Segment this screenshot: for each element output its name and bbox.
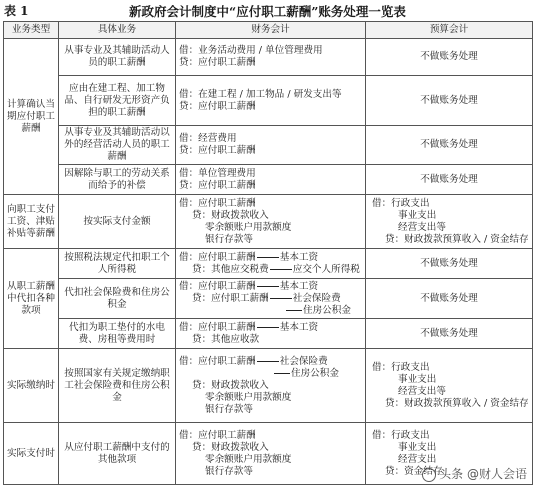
entry-line: 借：经营费用	[179, 133, 237, 144]
entry-line: 事业支出	[398, 209, 437, 221]
sub-account-connector	[286, 310, 302, 311]
table-row	[4, 319, 533, 349]
budget-entry	[366, 195, 533, 249]
sub-account-connector	[257, 286, 279, 287]
finance-entry	[176, 76, 366, 126]
entry-line: 贷：其他应收款	[192, 333, 260, 345]
entry-line: 贷：应付职工薪酬	[179, 179, 256, 191]
column-header-budget: 预算会计	[366, 22, 533, 39]
entry-line: 贷：其他应交税费 应交个人所得税	[192, 263, 360, 275]
finance-entry	[176, 249, 366, 279]
entry-line: 经营支出等	[398, 385, 446, 397]
category-cell: 从职工薪酬中代扣各种款项	[4, 249, 59, 349]
entry-line: 借：应付职工薪酬 基本工资	[179, 280, 319, 292]
column-header-business: 具体业务	[59, 22, 176, 39]
entry-line: 银行存款等	[205, 403, 253, 415]
business-cell: 代扣为职工垫付的水电费、房租等费用时	[59, 319, 176, 349]
entry-line: 住房公积金	[179, 368, 362, 380]
entry-line: 借：单位管理费用	[179, 167, 256, 179]
entry-line: 事业支出	[398, 373, 437, 385]
entry-line: 借：应付职工薪酬 基本工资	[179, 251, 319, 263]
table-row	[4, 349, 533, 423]
column-header-finance: 财务会计	[176, 22, 366, 39]
table-row	[4, 249, 533, 279]
table-row	[4, 195, 533, 249]
entry-line: 借：在建工程 / 加工物品 / 研发支出等	[179, 88, 342, 100]
table-caption	[0, 0, 535, 20]
entry-line: 借：应付职工薪酬 基本工资	[179, 321, 319, 333]
entry-line: 贷：应付职工薪酬 社会保险费	[192, 292, 341, 304]
business-cell: 从应付职工薪酬中支付的其他款项	[59, 423, 176, 485]
entry-line: 零余额账户用款额度	[205, 453, 292, 465]
finance-entry	[176, 165, 366, 195]
category-cell: 向职工支付工资、津贴补贴等薪酬	[4, 195, 59, 249]
business-cell: 从事专业及其辅助活动人员的职工薪酬	[59, 39, 176, 76]
sub-account-connector	[257, 327, 279, 328]
finance-entry	[176, 423, 366, 485]
entry-line: 贷：应付职工薪酬	[179, 57, 256, 68]
table-number: 表 1	[4, 4, 29, 18]
business-cell: 按照税法规定代扣职工个人所得税	[59, 249, 176, 279]
category-cell: 计算确认当期应付职工薪酬	[4, 39, 59, 195]
column-header-category: 业务类型	[4, 22, 59, 39]
business-cell: 按照国家有关规定缴纳职工社会保险费和住房公积金	[59, 349, 176, 423]
business-cell: 因解除与职工的劳动关系而给予的补偿	[59, 165, 176, 195]
header-row	[4, 22, 533, 39]
finance-entry	[176, 195, 366, 249]
table-row	[4, 165, 533, 195]
table-row	[4, 39, 533, 76]
entry-line: 贷：资金结存	[385, 465, 443, 477]
entry-line: 贷：财政拨款预算收入 / 资金结存	[385, 233, 529, 245]
entry-line: 借：行政支出	[372, 197, 430, 209]
category-cell: 实际缴纳时	[4, 349, 59, 423]
budget-cell: 不做账务处理	[366, 126, 533, 165]
entry-line: 借：应付职工薪酬	[179, 429, 256, 441]
entry-line: 贷：财政拨款预算收入 / 资金结存	[385, 397, 529, 409]
budget-cell: 不做账务处理	[366, 249, 533, 279]
entry-line: 住房公积金	[179, 305, 362, 317]
budget-cell: 不做账务处理	[366, 319, 533, 349]
budget-cell: 不做账务处理	[366, 76, 533, 126]
sub-account-connector	[274, 373, 290, 374]
entry-line: 借：应付职工薪酬 社会保险费	[179, 355, 328, 367]
entry-line: 贷：财政拨款收入	[192, 209, 269, 221]
entry-line: 借：业务活动费用 / 单位管理费用	[179, 45, 323, 56]
entry-line: 银行存款等	[205, 233, 253, 245]
entry-line: 贷：财政拨款收入	[192, 441, 269, 453]
entry-line: 经营支出	[398, 453, 437, 465]
business-cell: 代扣社会保险费和住房公积金	[59, 279, 176, 319]
watermark-text: 头条 @财人会语	[439, 467, 527, 481]
sub-account-connector	[257, 257, 279, 258]
finance-entry	[176, 349, 366, 423]
table-row	[4, 126, 533, 165]
entry-line: 零余额账户用款额度	[205, 391, 292, 403]
finance-entry	[176, 319, 366, 349]
sub-account-connector	[270, 269, 292, 270]
watermark	[422, 465, 527, 482]
finance-entry	[176, 279, 366, 319]
business-cell: 按实际支付金额	[59, 195, 176, 249]
entry-line: 贷：应付职工薪酬	[179, 145, 256, 156]
accounting-table	[3, 21, 533, 485]
entry-line: 借：应付职工薪酬	[179, 197, 256, 209]
category-cell: 实际支付时	[4, 423, 59, 485]
sub-account-connector	[270, 298, 292, 299]
finance-entry	[176, 126, 366, 165]
entry-line: 借：行政支出	[372, 361, 430, 373]
camera-logo-icon	[422, 468, 436, 482]
table-row	[4, 76, 533, 126]
finance-entry	[176, 39, 366, 76]
budget-entry	[366, 349, 533, 423]
business-cell: 从事专业及其辅助活动以外的经营活动人员的职工薪酬	[59, 126, 176, 165]
entry-line: 经营支出等	[398, 221, 446, 233]
budget-cell: 不做账务处理	[366, 165, 533, 195]
table-title: 新政府会计制度中“应付职工薪酬”账务处理一览表	[129, 4, 406, 19]
entry-line: 银行存款等	[205, 465, 253, 477]
entry-line: 贷：应付职工薪酬	[179, 100, 256, 112]
business-cell: 应由在建工程、加工物品、自行研发无形资产负担的职工薪酬	[59, 76, 176, 126]
entry-line: 借：行政支出	[372, 429, 430, 441]
budget-cell: 不做账务处理	[366, 39, 533, 76]
entry-line: 零余额账户用款额度	[205, 221, 292, 233]
entry-line: 事业支出	[398, 441, 437, 453]
table-row	[4, 279, 533, 319]
sub-account-connector	[257, 361, 279, 362]
budget-cell: 不做账务处理	[366, 279, 533, 319]
entry-line: 贷：财政拨款收入	[192, 379, 269, 391]
